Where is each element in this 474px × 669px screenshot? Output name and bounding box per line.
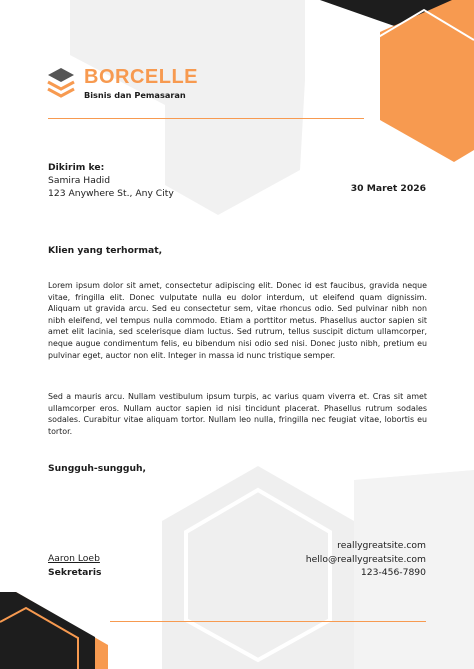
brand-tagline: Bisnis dan Pemasaran	[84, 89, 186, 100]
dark-hexagon-bottom-left	[0, 592, 95, 669]
header-divider	[48, 118, 364, 119]
greeting: Klien yang terhormat,	[48, 245, 163, 256]
signature-block	[48, 552, 101, 579]
contact-website[interactable]: reallygreatsite.com	[337, 540, 426, 551]
recipient-address: 123 Anywhere St., Any City	[48, 188, 174, 199]
recipient-block	[48, 161, 174, 200]
footer-divider	[110, 621, 426, 622]
recipient-label: Dikirim ke:	[48, 162, 105, 173]
brand-logo	[46, 66, 198, 100]
brand-text	[84, 67, 198, 100]
brand-name: BORCELLE	[84, 65, 198, 88]
body-paragraph-2: Sed a mauris arcu. Nullam vestibulum ipsum turpis, ac varius quam viverra et. Cras sit amet ullamcorper eros. Nullam auctor sapien id nisi tincidunt placerat. Phasellus rutrum sodales sodales. Curabitur vitae aliquam tortor. Nullam leo nulla, fringilla nec feugiat vitae, lobortis eu tortor.	[48, 392, 427, 436]
recipient-name: Samira Hadid	[48, 175, 111, 186]
body-paragraph-1: Lorem ipsum dolor sit amet, consectetur adipiscing elit. Donec id est faucibus, gravida neque vitae, fringilla elit. Donec vulputate nulla eu dolor interdum, ut eleifend quam dignissim. Aliquam ut gravida arcu. Sed eu consectetur sem, vitae rhoncus odio. Sed pulvinar nibh non nibh eleifend, vel tempus nulla commodo. Etiam a porttitor metus. Phasellus auctor sapien sit amet elit lacinia, sed scelerisque diam luctus. Sed rutrum, tellus suscipit dictum ullamcorper, neque augue condimentum felis, eu bibendum nisi odio sed nisi. Donec justo nibh, pretium eu pulvinar eget, auctor non elit. Integer in massa id nunc tristique semper.	[48, 281, 427, 360]
contact-email[interactable]: hello@reallygreatsite.com	[305, 553, 426, 565]
signature-title: Sekretaris	[48, 566, 102, 578]
closing: Sungguh-sungguh,	[48, 463, 147, 474]
letter-date: 30 Maret 2026	[350, 183, 426, 194]
contact-phone: 123-456-7890	[360, 567, 426, 578]
stacked-layers-icon	[46, 66, 76, 100]
contact-block	[306, 539, 426, 580]
signature-name: Aaron Loeb	[48, 553, 100, 564]
